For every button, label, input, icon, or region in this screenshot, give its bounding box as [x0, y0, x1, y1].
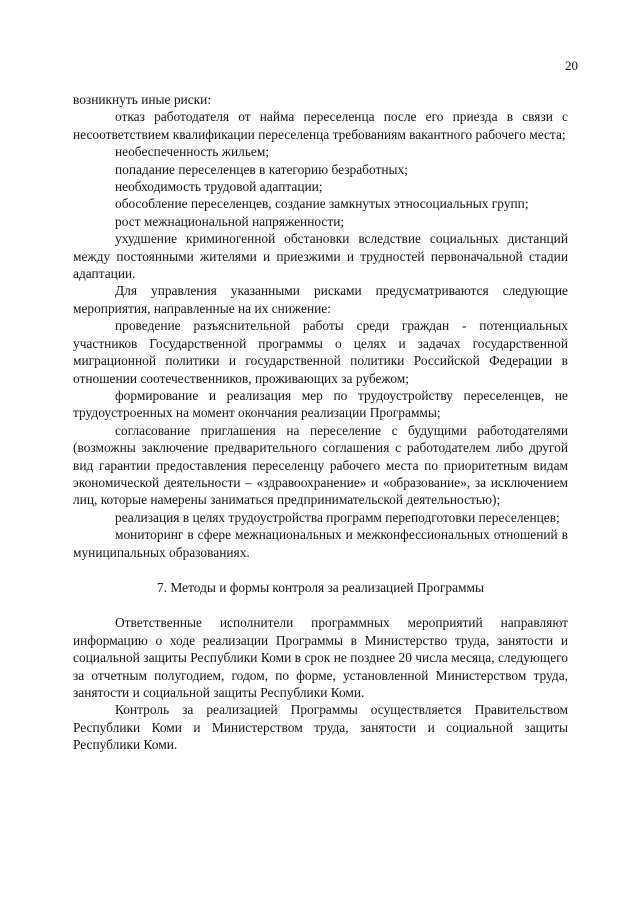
paragraph: реализация в целях трудоустройства программ переподготовки переселенцев; [115, 509, 560, 525]
document-body [73, 91, 568, 754]
paragraph: ухудшение криминогенной обстановки вследствие социальных дистанций между постоянными жителями и приезжими и трудностей первоначальной стадии адаптации. [73, 231, 568, 282]
paragraph: необходимость трудовой адаптации; [115, 179, 323, 195]
paragraph: проведение разъяснительной работы среди граждан - потенциальных участников Государственной программы о целях и задачах государственной миграционной политики и государственной политики Российской Федерации в отношении соотечественников, проживающих за рубежом; [73, 318, 568, 386]
paragraph: согласование приглашения на переселение с будущими работодателями (возможны заключение предварительного соглашения с работодателем либо другой вид гарантии предоставления переселенцу рабочего места по приоритетным видам экономической деятельности – «здравоохранение» и «образование», за исключением лиц, которые намерены заниматься предпринимательской деятельностью); [73, 422, 568, 508]
paragraphs-before-heading [73, 91, 568, 561]
paragraphs-after-heading [73, 614, 568, 753]
paragraph: попадание переселенцев в категорию безработных; [115, 161, 408, 177]
page-number: 20 [565, 58, 578, 73]
paragraph: рост межнациональной напряженности; [115, 213, 345, 229]
paragraph: обособление переселенцев, создание замкнутых этносоциальных групп; [115, 196, 529, 212]
paragraph: Контроль за реализацией Программы осуществляется Правительством Республики Коми и Министерством труда, занятости и социальной защиты Республики Коми. [73, 702, 568, 753]
paragraph: возникнуть иные риски: [73, 92, 212, 107]
paragraph: Ответственные исполнители программных мероприятий направляют информацию о ходе реализации Программы в Министерство труда, занятости и социальной защиты Республики Коми в срок не позднее 20 числа месяца, следующего за отчетным полугодием, годом, по форме, установленной Министерством труда, занятости и социальной защиты Республики Коми. [73, 615, 568, 700]
paragraph: формирование и реализация мер по трудоустройству переселенцев, не трудоустроенных на момент окончания реализации Программы; [73, 387, 568, 421]
paragraph: отказ работодателя от найма переселенца после его приезда в связи с несоответствием квалификации переселенца требованиям вакантного рабочего места; [73, 109, 568, 142]
section-heading: 7. Методы и формы контроля за реализацией Программы [157, 579, 484, 595]
paragraph: мониторинг в сфере межнациональных и межконфессиональных отношений в муниципальных образованиях. [73, 527, 568, 560]
paragraph: необеспеченность жильем; [115, 144, 270, 160]
paragraph: Для управления указанными рисками предусматриваются следующие мероприятия, направленные на их снижение: [73, 283, 568, 316]
